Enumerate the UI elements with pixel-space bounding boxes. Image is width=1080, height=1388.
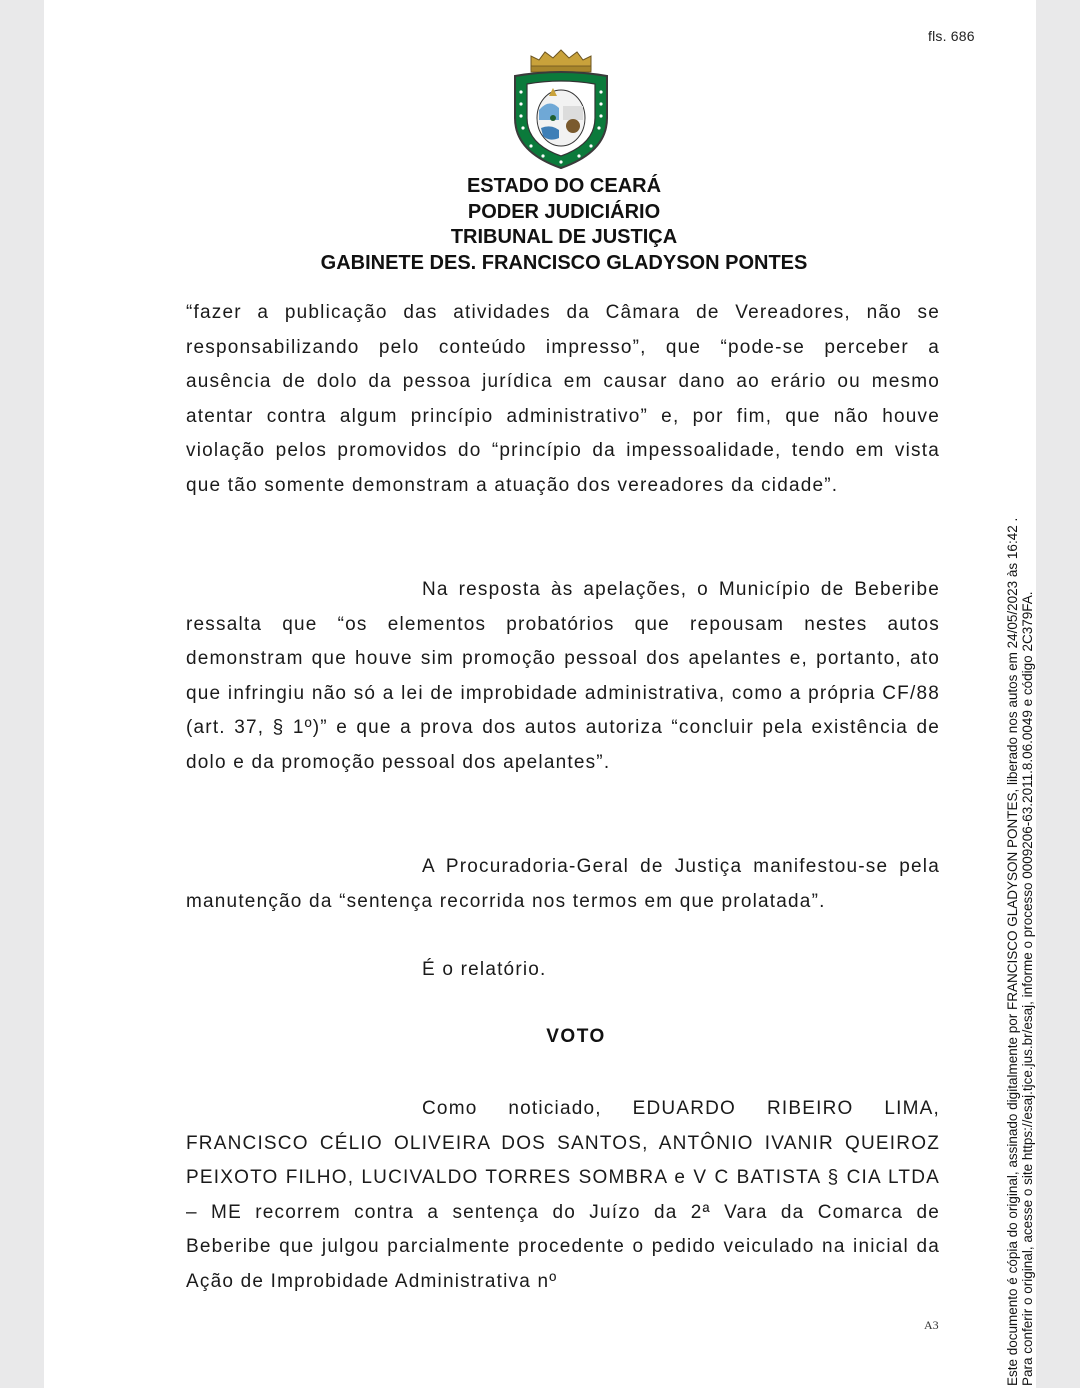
footer-mark: A3 [924, 1318, 939, 1332]
header-office: GABINETE DES. FRANCISCO GLADYSON PONTES [320, 251, 808, 274]
header-power: PODER JUDICIÁRIO [467, 200, 661, 223]
header-court: TRIBUNAL DE JUSTIÇA [450, 226, 678, 248]
paragraph-relatorio: É o relatório. [422, 959, 547, 980]
document-header [44, 174, 1080, 276]
ceara-coat-of-arms-icon [509, 48, 613, 172]
paragraph-voto-intro: Como noticiado, EDUARDO RIBEIRO LIMA, FRANCISCO CÉLIO OLIVEIRA DOS SANTOS, ANTÔNIO IVANIR QUEIROZ PEIXOTO FILHO, LUCIVALDO TORRES SOMBRA e V C BATISTA § CIA LTDA – ME recorrem contra a sentença do Juízo da 2ª Vara da Comarca de Beberibe que julgou parcialmente procedente o pedido veiculado na inicial da Ação de Improbidade Administrativa nº [186, 1098, 940, 1292]
header-state: ESTADO DO CEARÁ [466, 175, 662, 197]
signature-line-1: Este documento é cópia do original, assinado digitalmente por FRANCISCO GLADYSON PONTES, liberado nos autos em 24/05/2023 às 16:42 . [1005, 517, 1020, 1386]
paragraph-procuradoria: A Procuradoria-Geral de Justiça manifestou-se pela manutenção da “sentença recorrida nos termos em que prolatada”. [186, 856, 940, 912]
digital-signature-notice [1006, 518, 1035, 1386]
page-number: fls. 686 [928, 28, 975, 44]
voto-heading: VOTO [546, 1026, 606, 1047]
paragraph-quote: “fazer a publicação das atividades da Câmara de Vereadores, não se responsabilizando pelo conteúdo impresso”, que “pode-se perceber a ausência de dolo da pessoa jurídica em causar dano ao erário ou mesmo atentar contra algum princípio administrativo” e, por fim, que não houve violação pelos promovidos do “princípio da impessoalidade, tendo em vista que tão somente demonstram a atuação dos vereadores da cidade”. [186, 302, 940, 496]
signature-line-2: Para conferir o original, acesse o site https://esaj.tjce.jus.br/esaj, informe o processo 0009206-63.2011.8.06.0049 e código 2C379FA. [1019, 591, 1035, 1386]
paragraph-municipality-response: Na resposta às apelações, o Município de Beberibe ressalta que “os elementos probatórios que repousam nestes autos demonstram que houve sim promoção pessoal dos apelantes e, portanto, ato que infringiu não só a lei de improbidade administrativa, como a própria CF/88 (art. 37, § 1º)” e que a prova dos autos autoriza “concluir pela existência de dolo e da promoção pessoal dos apelantes”. [186, 579, 940, 773]
